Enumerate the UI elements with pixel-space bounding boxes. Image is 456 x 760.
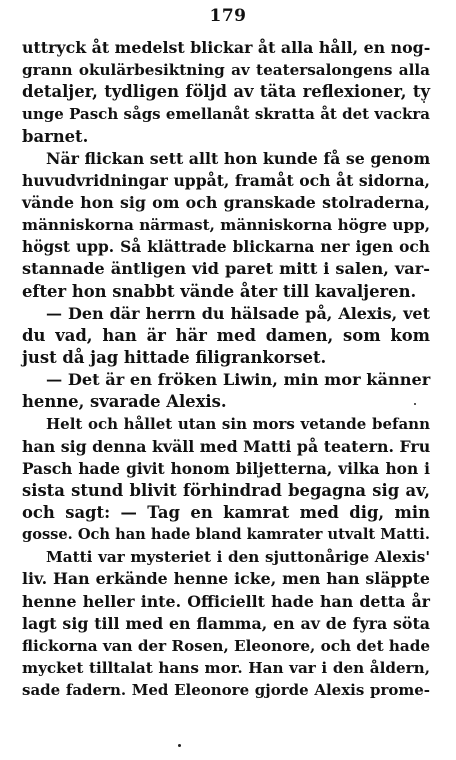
text-line: — Den där herrn du hälsade på, Alexis, vet [46,303,430,323]
text-line: Helt och hållet utan sin mors vetande befann [46,415,430,434]
print-speck [178,744,181,747]
print-speck [423,101,425,103]
text-line: efter hon snabbt vände åter till kavaljeren. [22,281,417,301]
body-text [22,37,430,701]
text-line: gosse. Och han hade bland kamrater utvalt Matti. [22,526,430,544]
text-line: Matti var mysteriet i den sjuttonårige Alexis' [46,548,430,567]
text-line: mycket tilltalat hans mor. Han var i den åldern, [22,658,430,677]
text-line: flickorna van der Rosen, Eleonore, och det hade [22,636,431,655]
text-line: barnet. [22,126,89,146]
text-line: liv. Han erkände henne icke, men han släppte [22,569,430,589]
text-line: henne heller inte. Officiellt hade han detta år [22,591,430,611]
text-line: — Det är en fröken Liwin, min mor känner [46,370,431,390]
text-line: huvudvridningar uppåt, framåt och åt sidorna, [22,170,430,190]
text-line: du vad, han är här med damen, som kom [22,325,430,345]
text-line: människorna närmast, människorna högre upp, [22,216,430,235]
text-line: just då jag hittade filigrankorset. [22,347,327,367]
text-line: och sagt: — Tag en kamrat med dig, min [22,502,430,522]
text-line: sade fadern. Med Eleonore gjorde Alexis prome- [22,681,430,700]
text-line: Pasch hade givit honom biljetterna, vilka hon i [22,459,430,478]
text-line: När flickan sett allt hon kunde få se genom [46,148,431,168]
text-line: unge Pasch sågs emellanåt skratta åt det vackra [22,105,430,124]
text-line: detaljer, tydligen följd av täta reflexioner, ty [22,82,430,102]
text-line: uttryck åt medelst blickar åt alla håll, en nog- [22,38,431,57]
text-line: högst upp. Så klättrade blickarna ner igen och [22,238,430,257]
text-line: grann okulärbesiktning av teatersalongens alla [22,61,430,80]
print-speck [414,403,416,405]
text-line: lagt sig till med en flamma, en av de fyra söta [22,613,430,633]
page-number: 179 [209,6,247,26]
text-line: vände hon sig om och granskade stolraderna, [22,192,430,212]
text-line: henne, svarade Alexis. [22,392,227,412]
text-line: sista stund blivit förhindrad begagna sig av, [22,480,430,500]
text-line: han sig denna kväll med Matti på teatern. Fru [22,436,431,456]
text-line: stannade äntligen vid paret mitt i salen, var- [22,259,430,279]
